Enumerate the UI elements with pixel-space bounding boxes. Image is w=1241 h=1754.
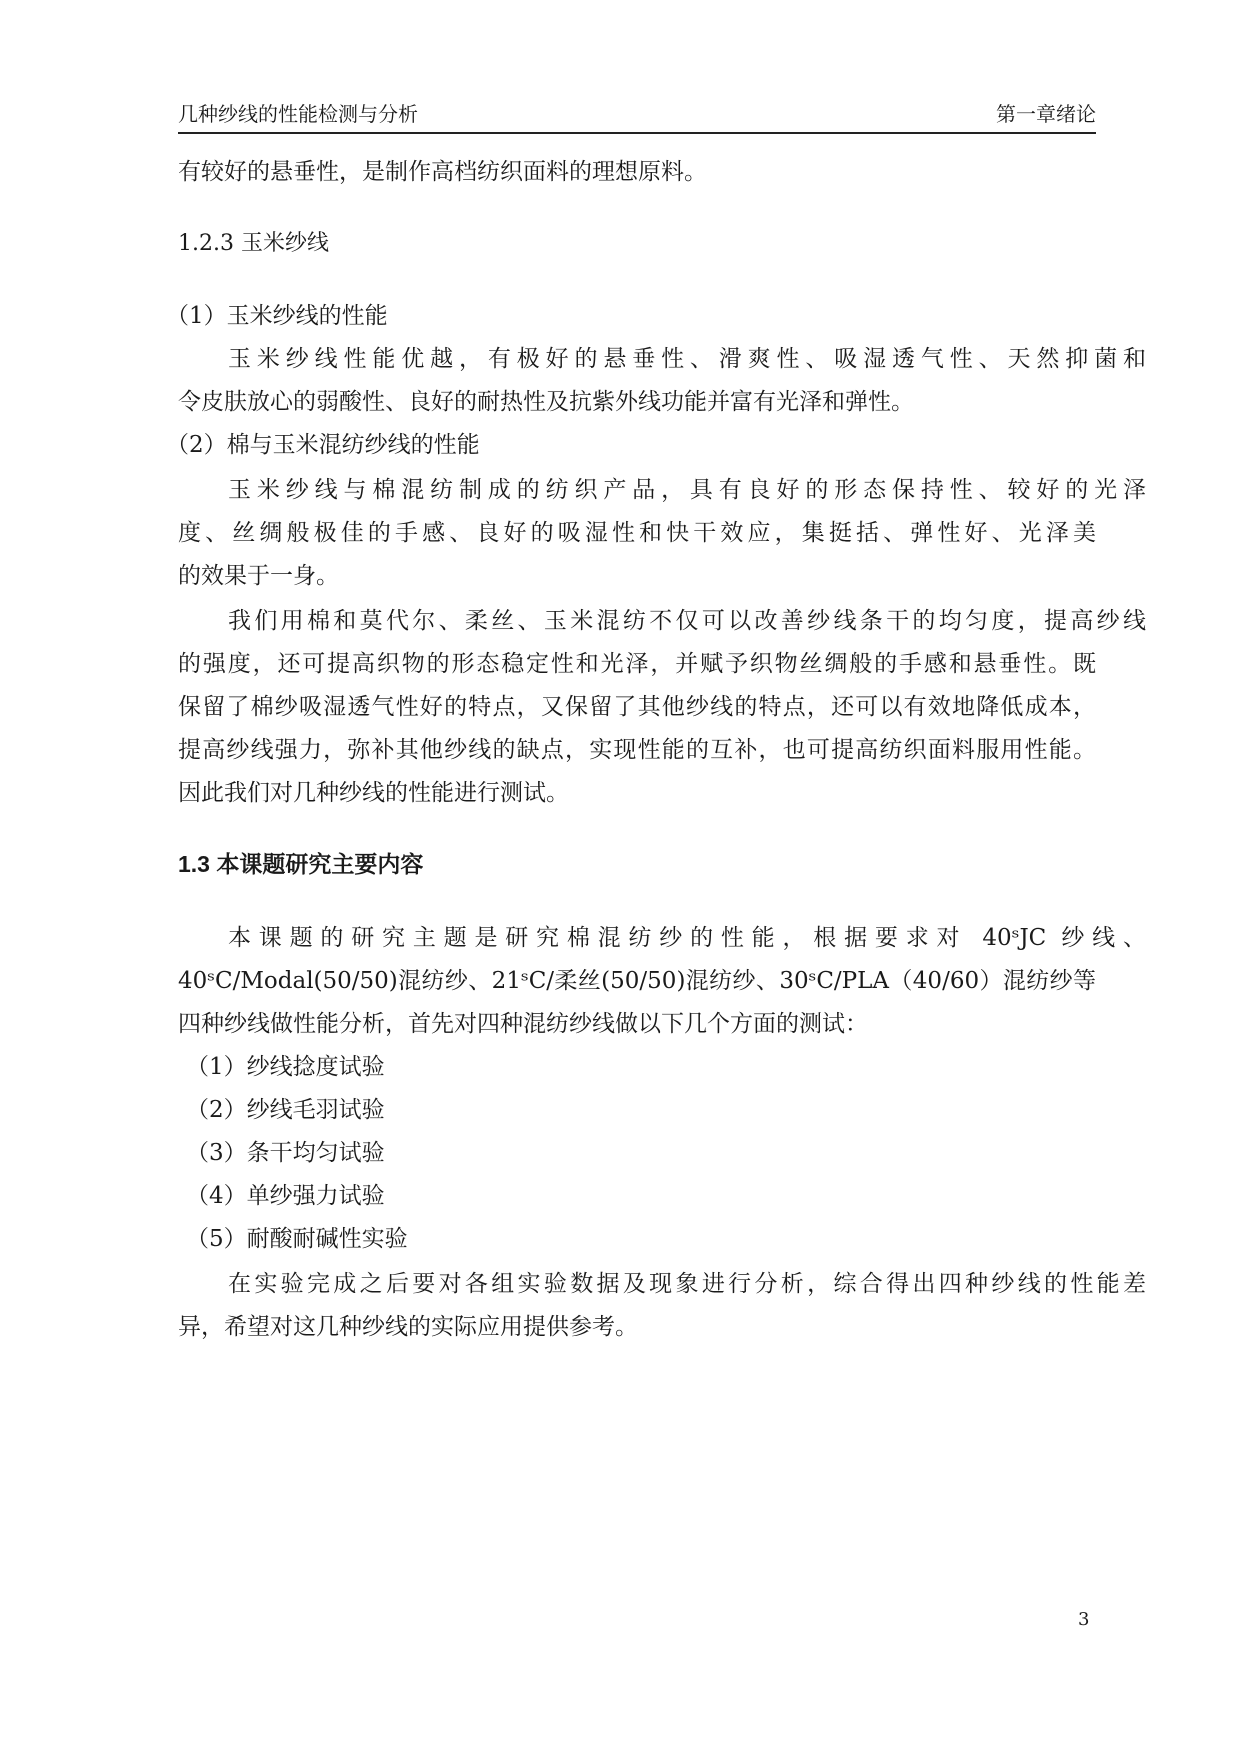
paragraph-line: 保留了棉纱吸湿透气性好的特点，又保留了其他纱线的特点，还可以有效地降低成本， — [178, 694, 1096, 720]
paragraph-line: 的效果于一身。 — [178, 563, 339, 589]
paragraph-line: 因此我们对几种纱线的性能进行测试。 — [178, 780, 569, 806]
subheading-1: （1）玉米纱线的性能 — [166, 303, 388, 329]
section-heading-1-3: 1.3 本课题研究主要内容 — [178, 851, 424, 877]
paragraph-line: 的强度，还可提高织物的形态稳定性和光泽，并赋予织物丝绸般的手感和悬垂性。既 — [178, 651, 1096, 677]
paragraph-line: 异，希望对这几种纱线的实际应用提供参考。 — [178, 1314, 638, 1340]
list-item: （4）单纱强力试验 — [186, 1183, 385, 1209]
list-item: （1）纱线捻度试验 — [186, 1054, 385, 1080]
paragraph-line: 令皮肤放心的弱酸性、良好的耐热性及抗紫外线功能并富有光泽和弹性。 — [178, 389, 914, 415]
paragraph-line: 提高纱线强力，弥补其他纱线的缺点，实现性能的互补，也可提高纺织面料服用性能。 — [178, 737, 1096, 763]
header-title: 几种纱线的性能检测与分析 — [178, 102, 418, 126]
section-heading-1-2-3: 1.2.3 玉米纱线 — [178, 231, 329, 256]
subheading-2: （2）棉与玉米混纺纱线的性能 — [166, 432, 480, 458]
page-number: 3 — [1078, 1609, 1090, 1630]
page-header — [178, 100, 1096, 134]
list-item: （5）耐酸耐碱性实验 — [186, 1226, 408, 1252]
paragraph-line: 40ˢC/Modal(50/50)混纺纱、21ˢC/柔丝(50/50)混纺纱、30ˢC/PLA（40/60）混纺纱等 — [178, 968, 1096, 994]
paragraph-line: 有较好的悬垂性，是制作高档纺织面料的理想原料。 — [178, 159, 707, 185]
paragraph-line: 本课题的研究主题是研究棉混纺纱的性能，根据要求对 40ˢJC 纱线、 — [228, 925, 1146, 951]
paragraph-line: 四种纱线做性能分析，首先对四种混纺纱线做以下几个方面的测试： — [178, 1011, 868, 1037]
paragraph-line: 在实验完成之后要对各组实验数据及现象进行分析，综合得出四种纱线的性能差 — [228, 1271, 1146, 1297]
header-chapter: 第一章绪论 — [996, 102, 1096, 126]
paragraph-line: 我们用棉和莫代尔、柔丝、玉米混纺不仅可以改善纱线条干的均匀度，提高纱线 — [228, 608, 1146, 634]
paragraph-line: 玉米纱线性能优越，有极好的悬垂性、滑爽性、吸湿透气性、天然抑菌和 — [228, 346, 1146, 372]
paragraph-line: 玉米纱线与棉混纺制成的纺织产品，具有良好的形态保持性、较好的光泽 — [228, 477, 1146, 503]
paragraph-line: 度、丝绸般极佳的手感、良好的吸湿性和快干效应，集挺括、弹性好、光泽美 — [178, 520, 1096, 546]
list-item: （2）纱线毛羽试验 — [186, 1097, 385, 1123]
list-item: （3）条干均匀试验 — [186, 1140, 385, 1166]
